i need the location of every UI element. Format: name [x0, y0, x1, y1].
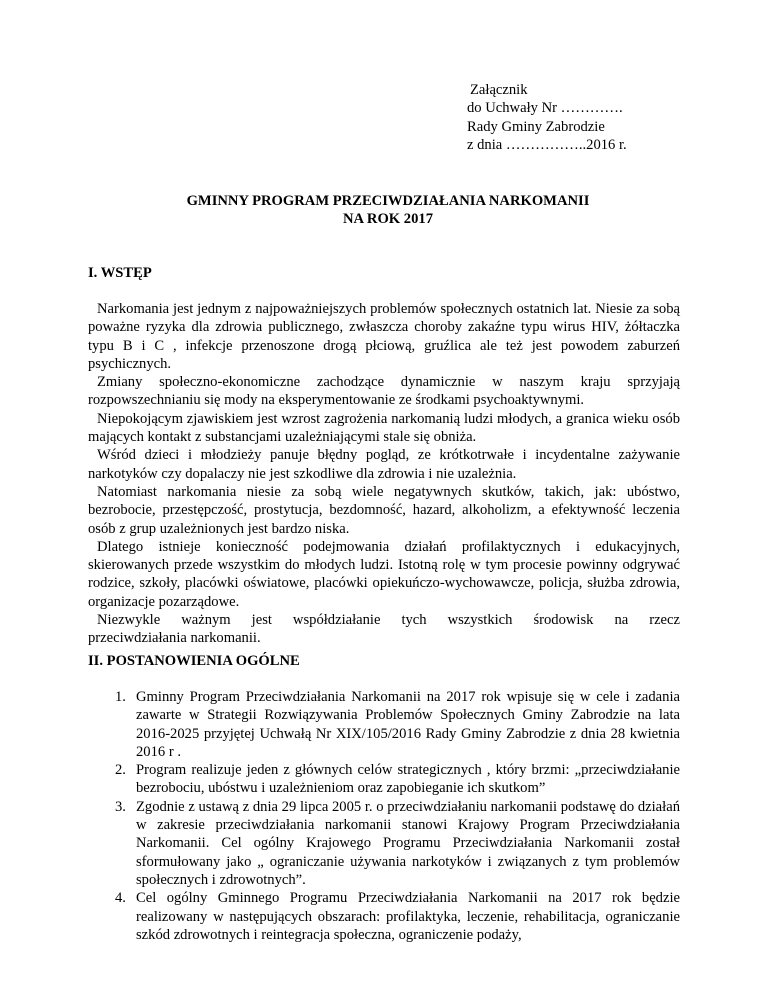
- list-item-text: Cel ogólny Gminnego Programu Przeciwdziałania Narkomanii na 2017 rok będzie realizowany w następujących obszarach: profilaktyka, leczenie, rehabilitacja, ograniczanie szkód zdrowotnych i reintegracja społeczna, ograniczenie podaży,: [136, 890, 680, 943]
- list-item-text: Gminny Program Przeciwdziałania Narkomanii na 2017 rok wpisuje się w cele i zadania zawarte w Strategii Rozwiązywania Problemów Społecznych Gminy Zabrodzie na lata 2016-2025 przyjętej Uchwałą Nr XIX/105/2016 Rady Gminy Zabrodzie z dnia 28 kwietnia 2016 r .: [136, 689, 680, 760]
- paragraph: Zmiany społeczno-ekonomiczne zachodzące dynamicznie w naszym kraju sprzyjają rozpowszechnianiu się mody na eksperymentowanie ze środkami psychoaktywnymi.: [88, 374, 680, 409]
- introduction-section: [88, 300, 680, 648]
- list-number: 2.: [115, 762, 126, 779]
- list-item: [88, 761, 680, 798]
- title-line-1: GMINNY PROGRAM PRZECIWDZIAŁANIA NARKOMANII: [186, 193, 590, 209]
- resolution-date: z dnia ……………..2016 r.: [467, 136, 627, 153]
- attachment-label: Załącznik: [470, 82, 528, 98]
- paragraph: Dlatego istnieje konieczność podejmowania działań profilaktycznych i edukacyjnych, skierowanych przede wszystkim do młodych ludzi. Istotną rolę w tym procesie powinny odgrywać rodzice, szkoły, placówki oświatowe, placówki opiekuńczo-wychowawcze, policja, służba zdrowia, organizacje pozarządowe.: [88, 538, 680, 610]
- resolution-number: do Uchwały Nr ………….: [467, 100, 623, 117]
- title-line-2: NA ROK 2017: [343, 211, 433, 227]
- council-name: Rady Gminy Zabrodzie: [467, 118, 605, 135]
- list-item-text: Program realizuje jeden z głównych celów strategicznych , który brzmi: „przeciwdziałanie bezrobociu, ubóstwu i uzależnieniom oraz zapobieganie ich skutkom”: [136, 762, 680, 797]
- section-heading-general-provisions: II. POSTANOWIENIA OGÓLNE: [88, 653, 300, 669]
- paragraph: Niezwykle ważnym jest współdziałanie tych wszystkich środowisk na rzecz: [97, 612, 680, 629]
- list-item: [88, 688, 680, 761]
- paragraph: Wśród dzieci i młodzieży panuje błędny pogląd, ze krótkotrwałe i incydentalne zażywanie narkotyków czy dopalaczy nie jest szkodliwe dla zdrowia i nie uzależnia.: [88, 447, 680, 482]
- paragraph: przeciwdziałania narkomanii.: [88, 630, 261, 647]
- list-number: 4.: [115, 890, 126, 907]
- document-title: [88, 192, 688, 228]
- paragraph: Niepokojącym zjawiskiem jest wzrost zagrożenia narkomanią ludzi młodych, a granica wieku osób mających kontakt z substancjami uzależniającymi stale się obniża.: [88, 410, 680, 446]
- paragraph: Natomiast narkomania niesie za sobą wiele negatywnych skutków, takich, jak: ubóstwo, bezrobocie, przestępczość, prostytucja, bezdomność, hazard, alkoholizm, a efektywność leczenia osób z grup uzależnionych jest bardzo niska.: [88, 483, 680, 537]
- paragraph: Narkomania jest jednym z najpoważniejszych problemów społecznych ostatnich lat. Niesie za sobą poważne ryzyka dla zdrowia publicznego, zwłaszcza choroby zakaźne typu wirus HIV, żółtaczka typu B i C , infekcje przenoszone drogą płciową, gruźlica ale też jest powodem zaburzeń psychicznych.: [88, 301, 680, 372]
- attachment-note: [467, 81, 627, 154]
- list-item: [88, 798, 680, 889]
- list-number: 1.: [115, 689, 126, 705]
- list-number: 3.: [115, 798, 126, 815]
- section-heading-introduction: I. WSTĘP: [88, 265, 152, 281]
- provisions-list: [88, 688, 680, 944]
- list-item: [88, 889, 680, 944]
- list-item-text: Zgodnie z ustawą z dnia 29 lipca 2005 r. o przeciwdziałaniu narkomanii podstawę do działań w zakresie przeciwdziałania narkomanii stanowi Krajowy Program Przeciwdziałania Narkomanii. Cel ogólny Krajowego Programu Przeciwdziałania Narkomanii został sformułowany jako „ ograniczanie używania narkotyków i związanych z tym problemów społecznych i zdrowotnych”.: [136, 798, 680, 888]
